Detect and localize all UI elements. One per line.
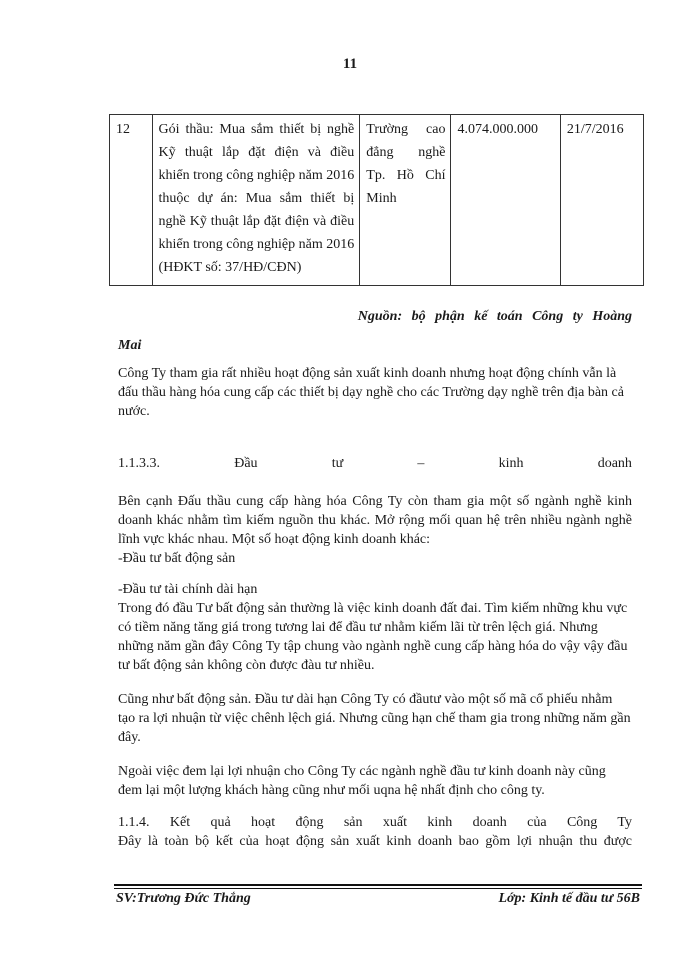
- heading-word: doanh: [597, 456, 632, 471]
- paragraph-customer-relations: Ngoài việc đem lại lợi nhuận cho Công Ty các ngành nghề đầu tư kinh doanh này cũng đem lại một lượng khách hàng cũng như mối uqna hệ nhất định cho công ty.: [118, 764, 606, 798]
- page-footer: [116, 891, 640, 907]
- paragraph-other-business: [118, 492, 632, 568]
- paragraph-text: Đây là toàn bộ kết của hoạt động sản xuất kinh doanh bao gồm lợi nhuận thu được: [118, 834, 632, 849]
- heading-word: Đầu: [234, 456, 258, 471]
- list-item: -Đầu tư tài chính dài hạn: [118, 582, 258, 597]
- source-line-1: Nguồn: bộ phận kế toán Công ty Hoàng: [357, 309, 632, 324]
- table-row: [110, 115, 644, 286]
- value-cell: 4.074.000.000: [451, 115, 560, 286]
- section-heading-1-1-4: 1.1.4. Kết quả hoạt động sản xuất kinh doanh của Công Ty: [118, 815, 632, 830]
- date-cell: 21/7/2016: [560, 115, 643, 286]
- heading-number: 1.1.3.3.: [118, 456, 160, 471]
- heading-dash: –: [417, 456, 425, 471]
- paragraph-text: Bên cạnh Đấu thầu cung cấp hàng hóa Công Ty còn tham gia một số ngành nghề kinh doanh khác nhằm tìm kiếm nguồn thu khác. Mở rộng mối quan hệ trên nhiều ngành nghề lĩnh vực khác nhau. Một số hoạt động kinh doanh khác:: [118, 494, 632, 547]
- package-cell: Gói thầu: Mua sắm thiết bị nghề Kỹ thuật lắp đặt điện và điều khiển trong công nghiệp năm 2016 thuộc dự án: Mua sắm thiết bị nghề Kỹ thuật lắp đặt điện và điều khiển trong công nghiệp năm 2016 (HĐKT số: 37/HĐ/CĐN): [152, 115, 360, 286]
- table-source-note: [118, 306, 632, 356]
- section-heading-1-1-3-3: [118, 454, 632, 473]
- footer-student: SV:Trương Đức Thắng: [116, 891, 251, 906]
- paragraph-long-term-investment: Cũng như bất động sản. Đầu tư dài hạn Công Ty có đầutư vào một số mã cổ phiếu nhằm tạo ra lợi nhuận từ việc chênh lệch giá. Nhưng cũng hạn chế tham gia trong những năm gần đây.: [118, 692, 631, 745]
- heading-word: kinh: [498, 456, 524, 471]
- investor-cell: Trường cao đẳng nghề Tp. Hồ Chí Minh: [360, 115, 451, 286]
- paragraph-real-estate: [118, 580, 632, 675]
- tender-table: [109, 114, 644, 286]
- source-line-2: Mai: [118, 338, 142, 353]
- paragraph-main-activity: Công Ty tham gia rất nhiều hoạt động sản xuất kinh doanh nhưng hoạt động chính vẫn là đấu thầu hàng hóa cung cấp các thiết bị dạy nghề cho các Trường dạy nghề trên địa bàn cả nước.: [118, 366, 624, 419]
- paragraph-text: Trong đó đầu Tư bất động sản thường là việc kinh doanh đất đai. Tìm kiếm những khu vực có tiềm năng tăng giá trong tương lai để đầu tư nhằm kiếm lãi từ trên lệch giá. Nhưng những năm gần đây Công Ty tập chung vào ngành nghề cung cấp hàng hóa do vậy vậy đầu tư bất động sản không còn được đàu tư nhiều.: [118, 601, 628, 673]
- list-item: -Đầu tư bất động sản: [118, 551, 236, 566]
- row-number-cell: 12: [110, 115, 153, 286]
- footer-rule-thick: [114, 884, 642, 886]
- footer-rule-thin: [114, 888, 642, 889]
- heading-word: tư: [331, 456, 344, 471]
- footer-class: Lớp: Kinh tế đầu tư 56B: [498, 891, 640, 906]
- page-number: 11: [342, 56, 358, 72]
- paragraph-business-results: [118, 813, 632, 851]
